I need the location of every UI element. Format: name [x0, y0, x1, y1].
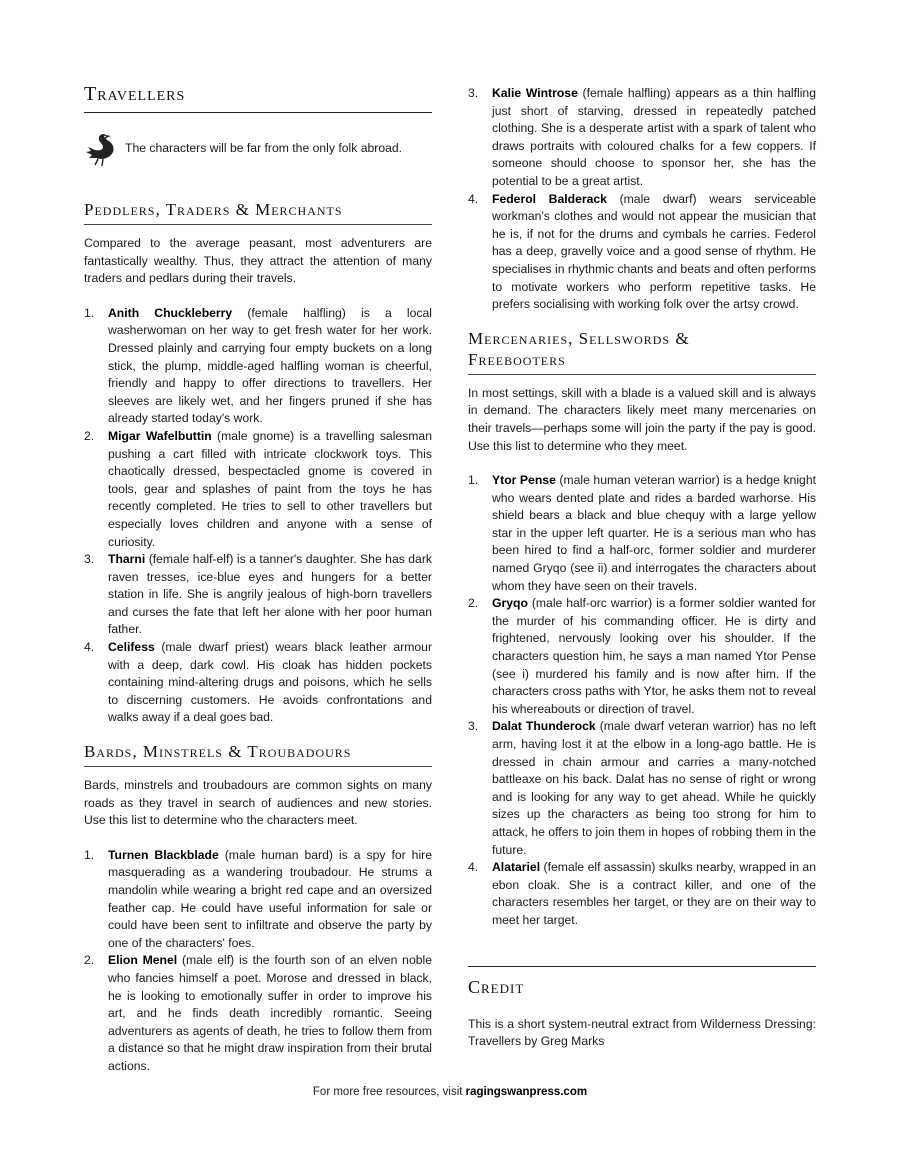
character-description: (male elf) is the fourth son of an elven noble who fancies himself a poet. Morose and dressed in black, he is looking to emotionally suffer in order to improve his art, and he finds death incredibly romantic. Seeing adventurers as agents of death, he tries to follow them from a distance so that he might draw inspiration from their brutal actions.: [108, 953, 432, 1073]
section-heading-peddlers: Peddlers, Traders & Merchants: [84, 199, 432, 225]
character-name: Tharni: [108, 552, 146, 567]
list-item: [468, 472, 816, 595]
item-number: 2.: [84, 428, 95, 443]
list-item: [84, 847, 432, 953]
character-name: Celifess: [108, 640, 155, 655]
item-number: 3.: [468, 86, 479, 100]
swan-icon: [84, 130, 118, 168]
item-number: 1.: [84, 305, 95, 320]
character-description: (male dwarf) wears serviceable workman's clothes and would not appear the musician that he is, if not for the drums and cymbals he carries. Federol has a deep, gravelly voice and a good sense of rhythm. He specialises in rhythmic chants and beats and often performs to motivate workers who perform repetitive tasks. He prefers socialising with working folk over the artsy crowd.: [492, 191, 816, 312]
item-number: 4.: [468, 191, 479, 206]
character-name: Alatariel: [492, 860, 541, 875]
credit-text: This is a short system-neutral extract from Wilderness Dressing: Travellers by Greg Marks: [468, 1016, 816, 1049]
list-item: [84, 305, 432, 428]
section-heading-mercenaries: [468, 328, 816, 375]
left-column: [84, 0, 432, 1076]
section-description-peddlers: Compared to the average peasant, most adventurers are fantastically wealthy. Thus, they attract the attention of many traders and pedlars during their travels.: [84, 236, 432, 286]
bards-list: [84, 847, 432, 1076]
item-number: 1.: [468, 473, 479, 488]
item-number: 2.: [468, 596, 479, 611]
character-name: Anith Chuckleberry: [108, 305, 233, 320]
item-number: 1.: [84, 847, 95, 862]
character-description: (female half-elf) is a tanner's daughter. She has dark raven tresses, ice-blue eyes and hungers for a better station in life. She is angrily jealous of high-born travellers and curses the fate that left her alone with her poor human father.: [108, 552, 432, 637]
right-column: [468, 0, 816, 1051]
character-name: Kalie Wintrose: [492, 86, 578, 100]
character-name: Turnen Blackblade: [108, 847, 219, 862]
character-description: (female elf assassin) skulks nearby, wrapped in an ebon cloak. She is a contract killer, and one of the characters resembles her target, or they are on their way to meet her target.: [492, 860, 816, 927]
character-name: Ytor Pense: [492, 473, 556, 488]
character-name: Federol Balderack: [492, 191, 607, 206]
item-number: 2.: [84, 953, 95, 968]
intro-text: The characters will be far from the only folk abroad.: [125, 141, 403, 156]
list-item: [468, 191, 816, 314]
character-name: Migar Wafelbuttin: [108, 428, 212, 443]
item-number: 3.: [468, 719, 479, 734]
heading-line: Mercenaries, Sellswords &: [468, 328, 690, 348]
page-title: Travellers: [84, 83, 432, 113]
character-name: Dalat Thunderock: [492, 719, 596, 734]
item-number: 3.: [84, 552, 95, 567]
list-item: [84, 952, 432, 1075]
heading-line: Freebooters: [468, 349, 566, 369]
section-description-bards: Bards, minstrels and troubadours are common sights on many roads as they travel in search of audiences and new stories. Use this list to determine who the characters meet.: [84, 778, 432, 828]
character-description: (male human bard) is a spy for hire masquerading as a wandering troubadour. He strums a mandolin while wearing a bright red cape and an oversized feather cap. He could have useful information for sale or could have been sent to infiltrate and observe the party by one of the characters' foes.: [108, 847, 432, 950]
character-description: (male dwarf veteran warrior) has no left arm, having lost it at the elbow in a long-ago battle. He is dressed in chain armour and carries a many-notched battleaxe on his back. Dalat has no sense of right or wrong and is looking for any way to get ahead. While he quickly sizes up the characters as being too strong for him to attack, he offers to join them in hopes of robbing them in the future.: [492, 719, 816, 857]
character-description: (male dwarf priest) wears black leather armour with a deep, dark cowl. His cloak has hidden pockets containing mind-altering drugs and poisons, which he sells to discerning customers. He avoids confrontations and walks away if a deal goes bad.: [108, 640, 432, 725]
footer-link[interactable]: ragingswanpress.com: [465, 1086, 588, 1098]
character-name: Gryqo: [492, 596, 528, 611]
section-description-mercenaries: In most settings, skill with a blade is a valued skill and is always in demand. The characters likely meet many mercenaries on their travels—perhaps some will join the party if the pay is good. Use this list to determine who they meet.: [468, 385, 816, 453]
list-item: [468, 85, 816, 191]
character-description: (male human veteran warrior) is a hedge knight who wears dented plate and rides a barded warhorse. His shield bears a black and blue chequy with a large yellow star in the upper left quarter. He is a serious man who has been hired to find a half-orc, former soldier and murderer named Gryqo (see ii) and interrogates the characters about whom they have seen on their travels.: [492, 473, 816, 593]
list-item: [468, 718, 816, 859]
list-item: [468, 859, 816, 929]
bards-list-continued: [468, 85, 816, 314]
peddlers-list: [84, 305, 432, 727]
list-item: [84, 551, 432, 639]
character-name: Elion Menel: [108, 953, 178, 968]
footer: [0, 1086, 900, 1098]
list-item: [84, 639, 432, 727]
credit-heading: Credit: [468, 976, 525, 997]
mercenaries-list: [468, 472, 816, 929]
character-description: (male gnome) is a travelling salesman pushing a cart filled with intricate clockwork toys. This chaotically dressed, bespectacled gnome is covered in tools, gear and splashes of paint from the toys he has recently completed. He tries to sell to other travellers but especially loves children and anyone with a sense of curiosity.: [108, 428, 432, 549]
item-number: 4.: [84, 640, 95, 655]
character-description: (female halfling) is a local washerwoman on her way to get fresh water for her work. Dressed plainly and carrying four empty buckets on a long stick, the plump, middle-aged halfling woman is cheerful, friendly and happy to offer directions to travellers. Her sleeves are likely wet, and her fingers pruned if she has already started today's work.: [108, 305, 432, 426]
section-heading-bards: Bards, Minstrels & Troubadours: [84, 741, 432, 767]
character-description: (male half-orc warrior) is a former soldier wanted for the murder of his commanding officer. He is dirty and frightened, nervously looking over his shoulder. If the characters question him, he says a man named Ytor Pense (see i) murdered his family and is now after him. If the characters cross paths with Ytor, he asks them not to reveal his whereabouts or direction of travel.: [492, 596, 816, 716]
intro: [84, 129, 432, 169]
list-item: [468, 595, 816, 718]
footer-text: For more free resources, visit: [312, 1086, 466, 1098]
character-description: (female halfling) appears as a thin halfling just short of starving, dressed in repeatedly patched clothing. She is a desperate artist with a spark of talent who draws portraits with coloured chalks for a few coppers. If someone should choose to sponsor her, she has the potential to be a great artist.: [492, 86, 816, 188]
list-item: [84, 428, 432, 551]
item-number: 4.: [468, 860, 479, 875]
